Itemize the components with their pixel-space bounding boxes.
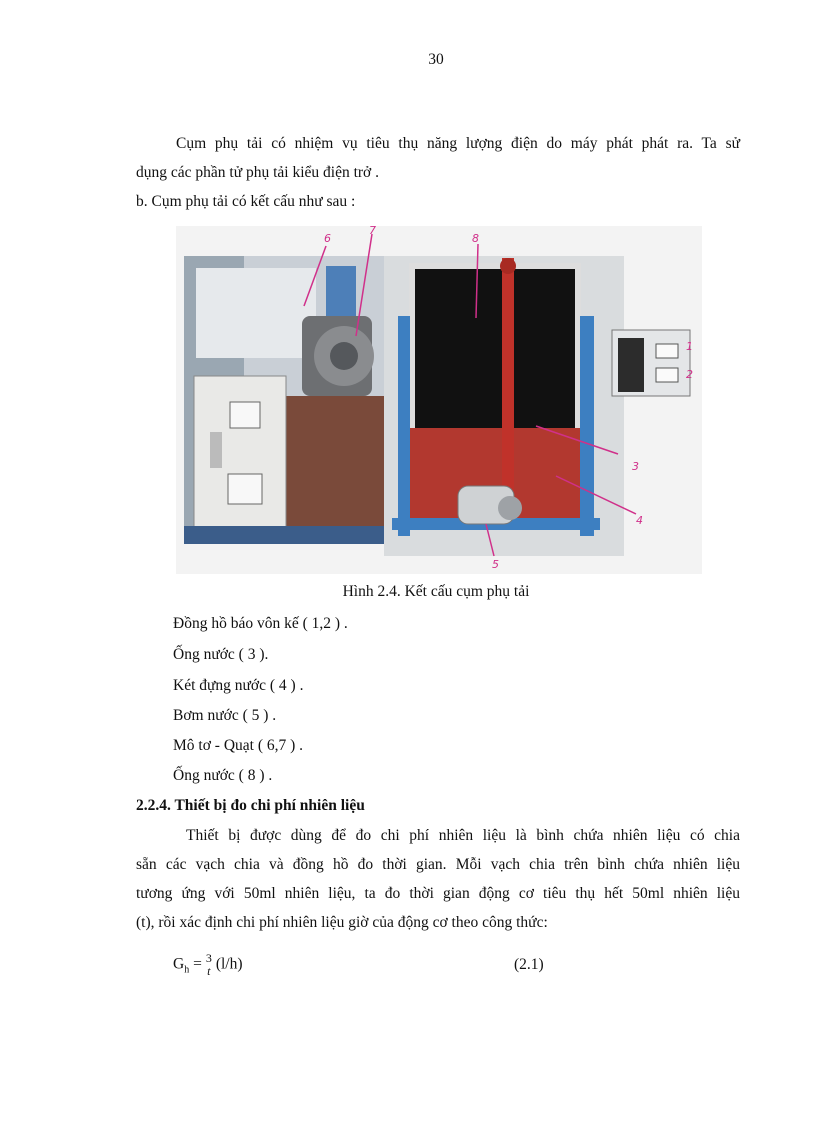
formula-fraction xyxy=(206,952,212,978)
callout-1: 1 xyxy=(686,340,693,353)
equation-number: (2.1) xyxy=(514,956,544,973)
body-line-3: tương ứng với 50ml nhiên liệu, ta đo thời gian động cơ tiêu thụ hết 50ml nhiên liệu xyxy=(136,885,740,902)
callout-8: 8 xyxy=(472,232,479,245)
formula-numerator: 3 xyxy=(205,951,212,965)
part-item: Ống nước ( 3 ). xyxy=(173,646,269,663)
callout-3: 3 xyxy=(632,460,639,473)
body-line-2: sẵn các vạch chia và đồng hồ đo thời gian. Mỗi vạch chia trên bình chứa nhiên liệu xyxy=(136,856,740,873)
part-item: Bơm nước ( 5 ) . xyxy=(173,707,277,724)
body-line-1: Thiết bị được dùng để đo chi phí nhiên liệu là bình chứa nhiên liệu có chia xyxy=(186,827,740,844)
figure-caption: Hình 2.4. Kết cấu cụm phụ tải xyxy=(342,583,530,600)
intro-line-1: Cụm phụ tải có nhiệm vụ tiêu thụ năng lượng điện do máy phát phát ra. Ta sử xyxy=(176,135,740,152)
part-item: Mô tơ - Quạt ( 6,7 ) . xyxy=(173,737,304,754)
intro-line-2: dụng các phần tử phụ tải kiểu điện trở . xyxy=(136,164,380,181)
formula-subscript: h xyxy=(184,964,190,976)
formula-unit: (l/h) xyxy=(215,955,243,973)
intro-line-3: b. Cụm phụ tải có kết cấu như sau : xyxy=(136,193,356,210)
body-line-4: (t), rồi xác định chi phí nhiên liệu giờ của động cơ theo công thức: xyxy=(136,914,548,931)
callout-7: 7 xyxy=(369,226,376,237)
formula xyxy=(173,952,243,981)
formula-lhs: G xyxy=(173,955,185,973)
load-unit-photo xyxy=(176,226,702,574)
callout-5: 5 xyxy=(492,558,499,571)
callout-2: 2 xyxy=(686,368,693,381)
part-item: Ống nước ( 8 ) . xyxy=(173,767,273,784)
formula-equals: = xyxy=(189,955,202,973)
formula-denominator: t xyxy=(207,964,211,978)
callout-4: 4 xyxy=(636,514,643,527)
part-item: Đồng hồ báo vôn kế ( 1,2 ) . xyxy=(173,615,348,632)
section-heading: 2.2.4. Thiết bị đo chi phí nhiên liệu xyxy=(136,797,365,814)
callout-6: 6 xyxy=(324,232,331,245)
page-number: 30 xyxy=(428,51,444,68)
part-item: Két đựng nước ( 4 ) . xyxy=(173,677,304,694)
load-unit-illustration xyxy=(176,226,702,574)
